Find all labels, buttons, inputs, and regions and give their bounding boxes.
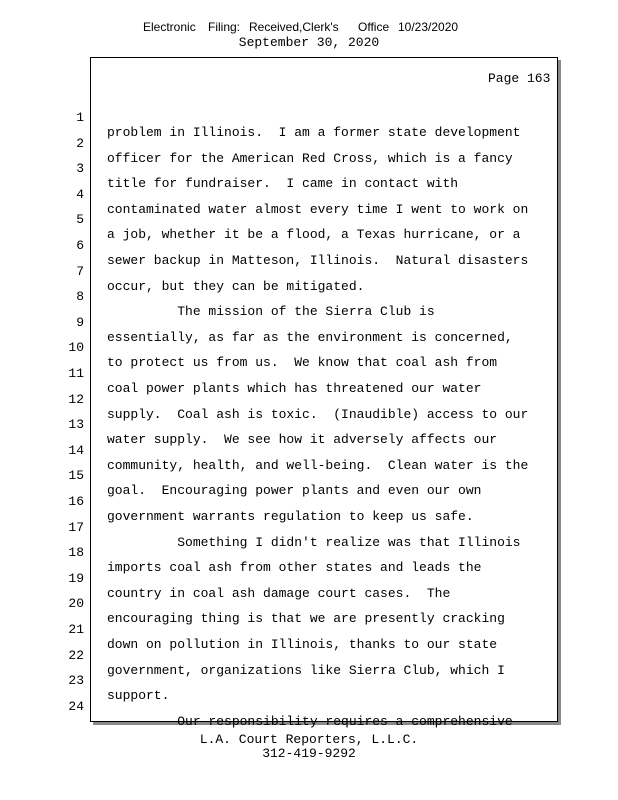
line-text: community, health, and well-being. Clean water is the	[107, 457, 529, 473]
line-text: coal power plants which has threatened our water	[107, 381, 482, 396]
transcript-line	[0, 607, 560, 652]
line-text: water supply. We see how it adversely affects our	[107, 432, 498, 448]
transcript-line	[0, 121, 560, 166]
transcript-line	[0, 658, 560, 704]
line-text: down on pollution in Illinois, thanks to our state	[107, 637, 498, 652]
office-label: Office	[358, 20, 390, 34]
line-number: 2	[76, 135, 84, 151]
line-text: essentially, as far as the environment is concerned,	[107, 329, 513, 345]
transcript-line	[0, 428, 560, 473]
line-text: sewer backup in Matteson, Illinois. Natural disasters	[107, 253, 529, 268]
line-text: Something I didn't realize was that Illinois	[107, 534, 521, 550]
transcript-line	[0, 402, 560, 448]
transcript-line	[0, 274, 560, 320]
page-number: Page 163	[488, 71, 551, 86]
line-number: 9	[76, 314, 84, 330]
line-text: supply. Coal ash is toxic. (Inaudible) access to our	[107, 406, 529, 422]
line-number: 14	[68, 442, 84, 458]
transcript-line	[0, 351, 560, 396]
line-text: officer for the American Red Cross, which is a fancy	[107, 150, 513, 166]
line-number: 13	[68, 417, 84, 433]
line-text: The mission of the Sierra Club is	[107, 304, 435, 320]
line-number: 20	[68, 596, 84, 612]
transcript-line	[0, 300, 560, 345]
line-text: country in coal ash damage court cases. The	[107, 585, 451, 601]
line-text: government, organizations like Sierra Club, which I	[107, 662, 505, 678]
transcript-line	[0, 530, 560, 576]
transcript-line	[0, 223, 560, 268]
filing-word: Filing:	[208, 20, 241, 34]
transcript-line	[0, 197, 560, 243]
line-number: 10	[68, 340, 84, 356]
line-number: 3	[76, 161, 84, 177]
reporter-phone: 312-419-9292	[262, 746, 356, 761]
transcript-line	[0, 556, 560, 601]
filing-label: Electronic	[143, 20, 196, 34]
line-number: 21	[68, 622, 84, 637]
reporter-company: L.A. Court Reporters, L.L.C.	[199, 732, 419, 747]
transcript-line	[0, 377, 560, 422]
line-text: a job, whether it be a flood, a Texas hurricane, or a	[107, 227, 521, 243]
line-text: encouraging thing is that we are presently cracking	[107, 611, 505, 627]
transcript-line	[0, 95, 560, 140]
line-text: imports coal ash from other states and leads the	[107, 560, 482, 576]
line-text: Our responsibility requires a comprehensive	[107, 713, 513, 729]
line-number: 23	[68, 673, 84, 689]
transcript-line	[0, 633, 560, 678]
line-number: 17	[68, 519, 84, 535]
line-number: 5	[76, 212, 84, 228]
received-clerks: Received,Clerk's	[249, 20, 339, 34]
transcript-line	[0, 684, 560, 729]
stamp-date: 10/23/2020	[398, 20, 459, 34]
transcript-line	[0, 505, 560, 550]
line-number: 7	[76, 263, 84, 279]
line-text: goal. Encouraging power plants and even our own	[107, 483, 482, 499]
line-text: to protect us from us. We know that coal ash from	[107, 355, 498, 371]
line-number: 8	[76, 289, 84, 305]
line-number: 24	[68, 698, 84, 714]
transcript-line	[0, 581, 560, 627]
line-number: 11	[68, 366, 84, 381]
line-number: 12	[68, 391, 84, 407]
line-number: 16	[68, 494, 84, 509]
transcript-line	[0, 479, 560, 524]
transcript-line	[0, 146, 560, 192]
line-number: 1	[76, 110, 84, 125]
line-number: 22	[68, 647, 84, 663]
transcript-line	[0, 453, 560, 499]
transcript-line	[0, 325, 560, 371]
hearing-date: September 30, 2020	[238, 35, 380, 50]
line-text: title for fundraiser. I came in contact with	[107, 176, 459, 192]
line-number: 4	[76, 186, 84, 202]
transcript-line	[0, 172, 560, 217]
line-number: 15	[68, 468, 84, 484]
line-number: 18	[68, 545, 84, 561]
line-text: occur, but they can be mitigated.	[107, 278, 365, 294]
page-footer	[0, 733, 618, 761]
line-text: government warrants regulation to keep us safe.	[107, 509, 474, 524]
line-number: 6	[76, 238, 84, 253]
line-text: support.	[107, 688, 170, 704]
line-number: 19	[68, 570, 84, 586]
line-text: contaminated water almost every time I went to work on	[107, 201, 529, 217]
transcript-line	[0, 249, 560, 294]
line-text: problem in Illinois. I am a former state development	[107, 125, 521, 140]
